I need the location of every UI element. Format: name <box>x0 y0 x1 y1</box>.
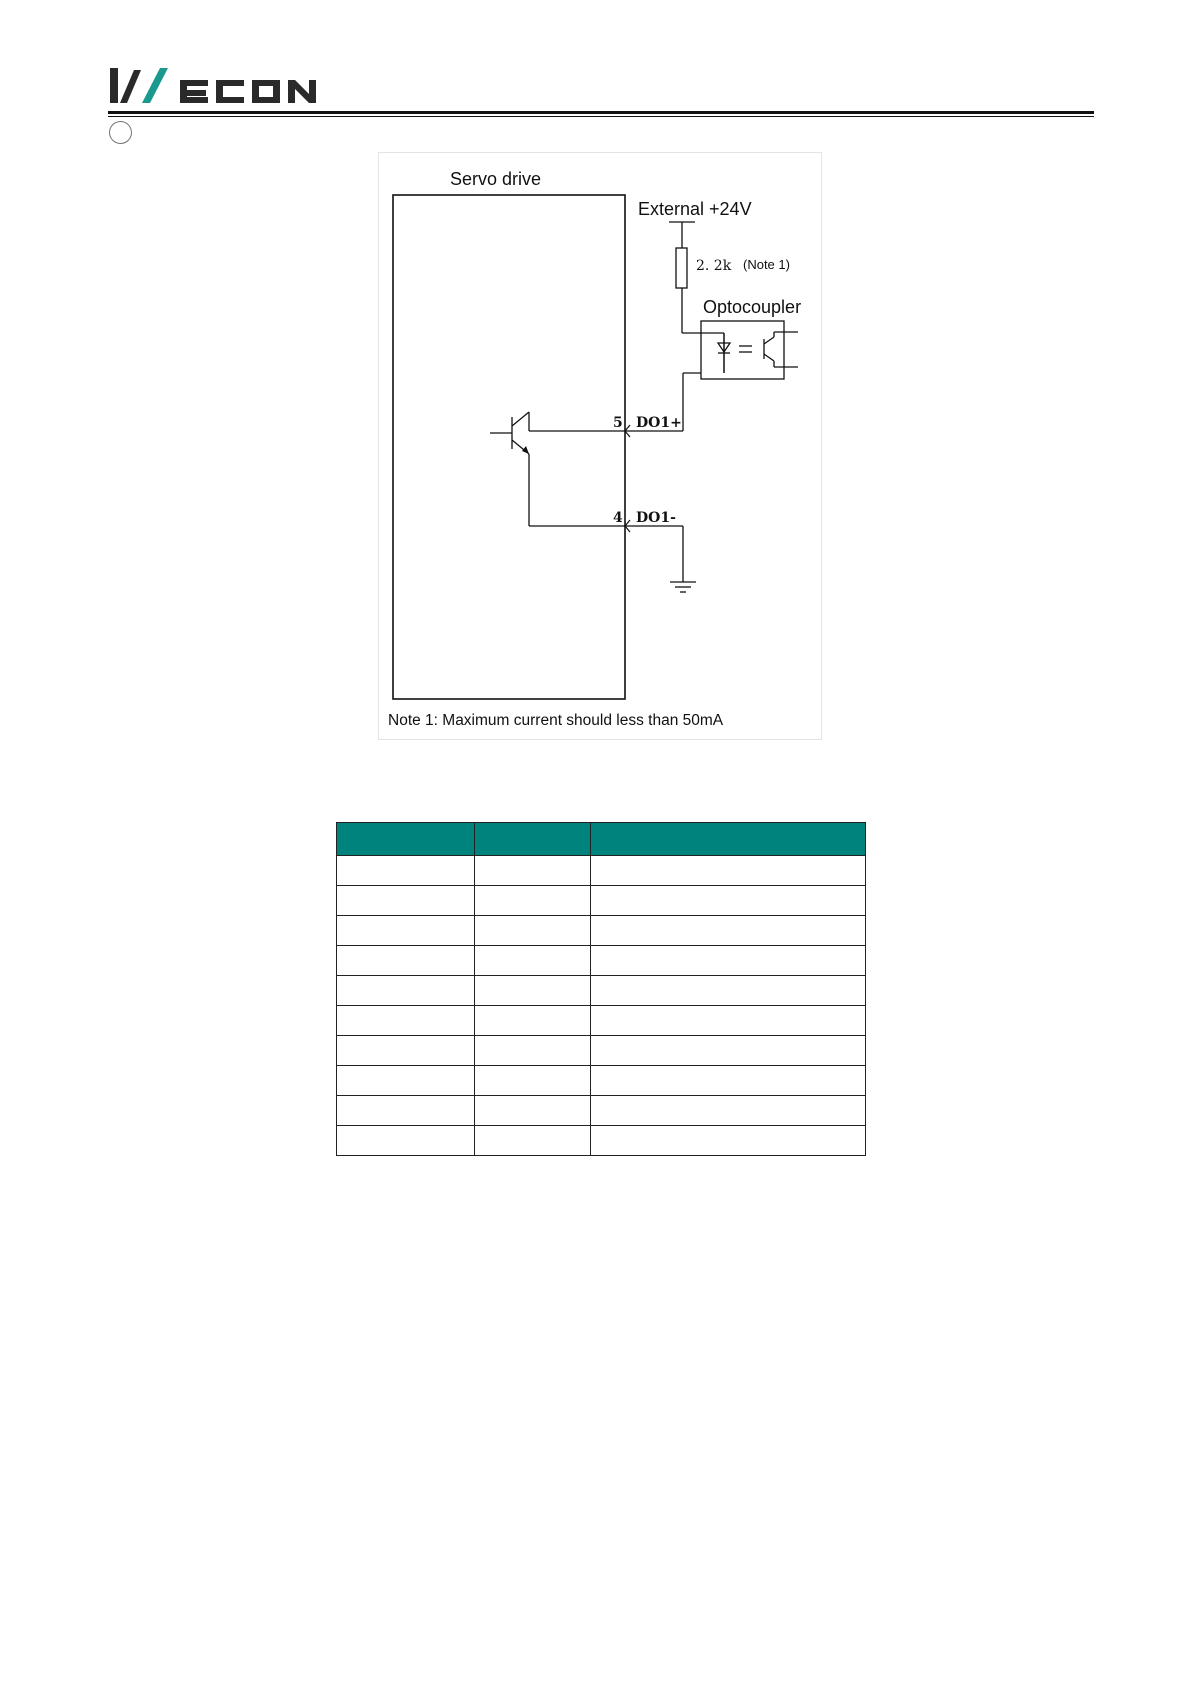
table-cell <box>337 886 475 916</box>
resistor-symbol <box>676 248 687 288</box>
table-cell <box>475 1096 591 1126</box>
wiring-diagram <box>378 152 822 740</box>
table-row <box>337 916 866 946</box>
table-cell <box>475 946 591 976</box>
table-row <box>337 1036 866 1066</box>
table-row <box>337 1126 866 1156</box>
pin4-number: 4 <box>613 510 623 526</box>
table-header-row <box>337 823 866 856</box>
table-cell <box>475 916 591 946</box>
table-cell <box>591 1126 866 1156</box>
header-rule-thin <box>108 116 1094 117</box>
table-cell <box>591 1006 866 1036</box>
table-cell <box>475 856 591 886</box>
table-header-cell <box>475 823 591 856</box>
signal-table <box>336 822 866 1156</box>
circle-bullet-icon <box>109 121 132 144</box>
table-cell <box>337 1096 475 1126</box>
pin5-name: DO1+ <box>636 415 682 431</box>
table-row <box>337 946 866 976</box>
logo-text: WECON <box>408 95 416 97</box>
table-row <box>337 1066 866 1096</box>
wecon-logo <box>108 66 416 106</box>
table-cell <box>337 1066 475 1096</box>
table-cell <box>337 1036 475 1066</box>
optocoupler-label: Optocoupler <box>703 297 802 317</box>
table-cell <box>337 946 475 976</box>
servo-drive-label: Servo drive <box>450 169 542 189</box>
pin4-name: DO1- <box>636 510 676 526</box>
resistor-value-label: 2. 2k <box>696 258 732 274</box>
pin5-number: 5 <box>613 415 623 431</box>
table-cell <box>475 1036 591 1066</box>
current-note: Note 1: Maximum current should less than 50mA <box>388 712 724 729</box>
external-supply-label: External +24V <box>638 199 752 219</box>
table-cell <box>337 916 475 946</box>
table-cell <box>337 1006 475 1036</box>
table-row <box>337 1006 866 1036</box>
table-cell <box>591 946 866 976</box>
table-cell <box>337 976 475 1006</box>
table-row <box>337 856 866 886</box>
table-header-cell <box>337 823 475 856</box>
table-cell <box>337 1126 475 1156</box>
table-cell <box>475 976 591 1006</box>
table-cell <box>591 856 866 886</box>
table-cell <box>475 1066 591 1096</box>
table-cell <box>591 886 866 916</box>
table-cell <box>591 976 866 1006</box>
table-cell <box>337 856 475 886</box>
table-cell <box>475 886 591 916</box>
table-row <box>337 976 866 1006</box>
table-cell <box>591 1066 866 1096</box>
table-row <box>337 886 866 916</box>
table-cell <box>591 1096 866 1126</box>
table-cell <box>591 1036 866 1066</box>
table-header-cell <box>591 823 866 856</box>
resistor-note-label: (Note 1) <box>743 257 790 272</box>
table-cell <box>475 1126 591 1156</box>
header-rule-thick <box>108 111 1094 114</box>
table-cell <box>475 1006 591 1036</box>
table-cell <box>591 916 866 946</box>
table-row <box>337 1096 866 1126</box>
